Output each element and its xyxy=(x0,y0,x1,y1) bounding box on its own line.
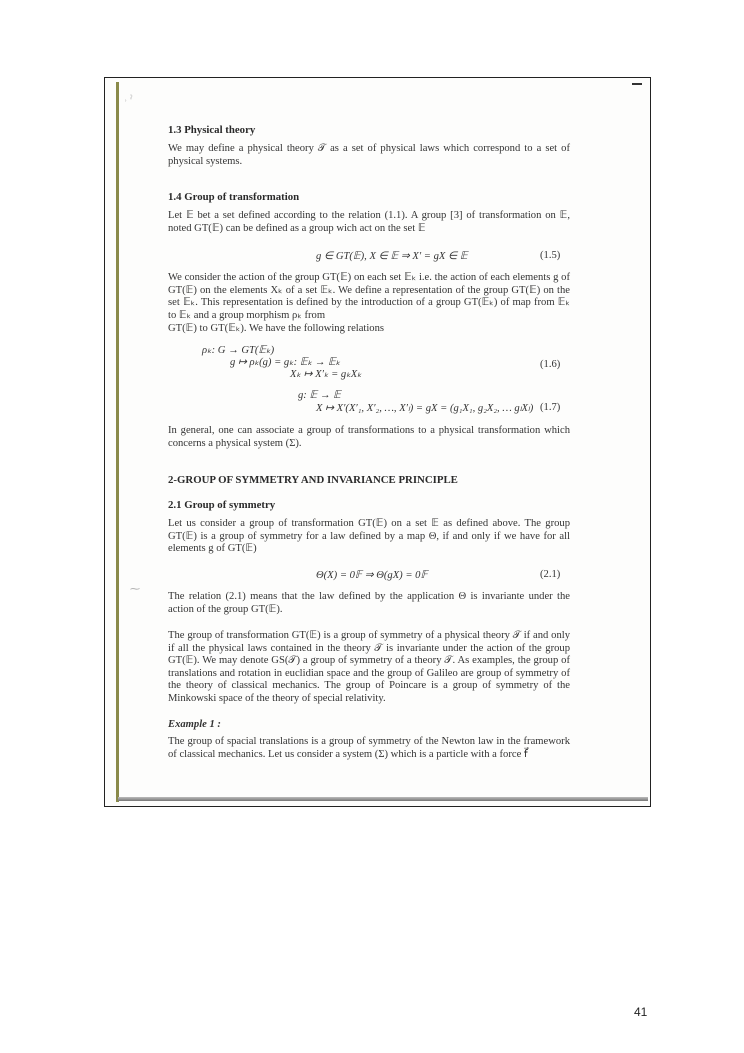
paragraph: We may define a physical theory 𝒯 as a set of physical laws which correspond to a set of physical systems. xyxy=(168,143,570,167)
paragraph: Let us consider a group of transformation GT(𝔼) on a set 𝔼 as defined above. The group GT(𝔼) is a group of symmetry for a law defined by a map Θ, if and only if we have for all elements g of GT(𝔼) xyxy=(168,518,570,555)
example-heading: Example 1 : xyxy=(168,719,221,730)
equation-number: (1.6) xyxy=(540,359,561,370)
page-number: 41 xyxy=(634,1005,648,1019)
paragraph: In general, one can associate a group of transformations to a physical transformation which concerns a physical system (Σ). xyxy=(168,425,570,449)
paragraph: The relation (2.1) means that the law defined by the application Θ is invariante under the action of the group GT(𝔼). xyxy=(168,591,570,615)
scan-binding-edge xyxy=(116,82,119,802)
equation: Θ(X) = 0𝔽 ⇒ Θ(gX) = 0𝔽 xyxy=(316,570,428,581)
scan-speck: ⁓ xyxy=(130,584,140,595)
chapter-heading: 2-GROUP OF SYMMETRY AND INVARIANCE PRINCIPLE xyxy=(168,474,458,486)
equation-number: (1.7) xyxy=(540,402,561,413)
paragraph: Let 𝔼 bet a set defined according to the relation (1.1). A group [3] of transformation on 𝔼, noted GT(𝔼) can be defined as a group wich act on the set 𝔼 xyxy=(168,210,570,234)
equation: g ∈ GT(𝔼), X ∈ 𝔼 ⇒ X′ = gX ∈ 𝔼 xyxy=(316,251,468,262)
section-heading: 1.4 Group of transformation xyxy=(168,191,300,203)
scan-mark xyxy=(632,83,642,85)
section-heading: 2.1 Group of symmetry xyxy=(168,499,276,511)
equation: g ↦ ρₖ(g) = gₖ: 𝔼ₖ → 𝔼ₖ xyxy=(230,357,341,368)
paragraph: The group of transformation GT(𝔼) is a group of symmetry of a physical theory 𝒯 if and only if all the physical laws contained in the theory 𝒯 is invariante under the action of the group GT(𝔼). We may denote GS(𝒯) a group of symmetry of a theory 𝒯. As examples, the group of translations and rotation in euclidian space and the group of Galileo are group of symmetry of the theory of classical mechanics. The group of Poincare is a group of symmetry of the Minkowski space of the theory of special relativity. xyxy=(168,630,570,704)
paragraph: The group of spacial translations is a group of symmetry of the Newton law in the framework of classical mechanics. Let us consider a system (Σ) which is a particle with a force f⃗ xyxy=(168,736,570,760)
equation: ρₖ: G → GT(𝔼ₖ) xyxy=(202,345,275,356)
equation: g: 𝔼 → 𝔼 xyxy=(298,390,341,401)
equation-number: (1.5) xyxy=(540,250,561,261)
equation: Xₖ ↦ X′ₖ = gₖXₖ xyxy=(290,369,362,380)
scan-bottom-edge xyxy=(118,797,648,801)
equation-number: (2.1) xyxy=(540,569,561,580)
scan-speck: ˒ ˀ xyxy=(124,94,133,105)
equation: X ↦ X′(X′₁, X′₂, …, X′ₗ) = gX = (g₁X₁, g₂X₂, … gₗXₗ) xyxy=(316,403,534,414)
paragraph: We consider the action of the group GT(𝔼) on each set 𝔼ₖ i.e. the action of each elements g of GT(𝔼) on the elements Xₖ of a set 𝔼ₖ. We define a representation of the group GT(𝔼) on the set 𝔼ₖ. This representation is defined by the introduction of a group GT(𝔼ₖ) of map from 𝔼ₖ to 𝔼ₖ and a group morphism ρₖ from xyxy=(168,272,570,321)
paragraph: GT(𝔼) to GT(𝔼ₖ). We have the following relations xyxy=(168,323,385,334)
section-heading: 1.3 Physical theory xyxy=(168,124,256,136)
